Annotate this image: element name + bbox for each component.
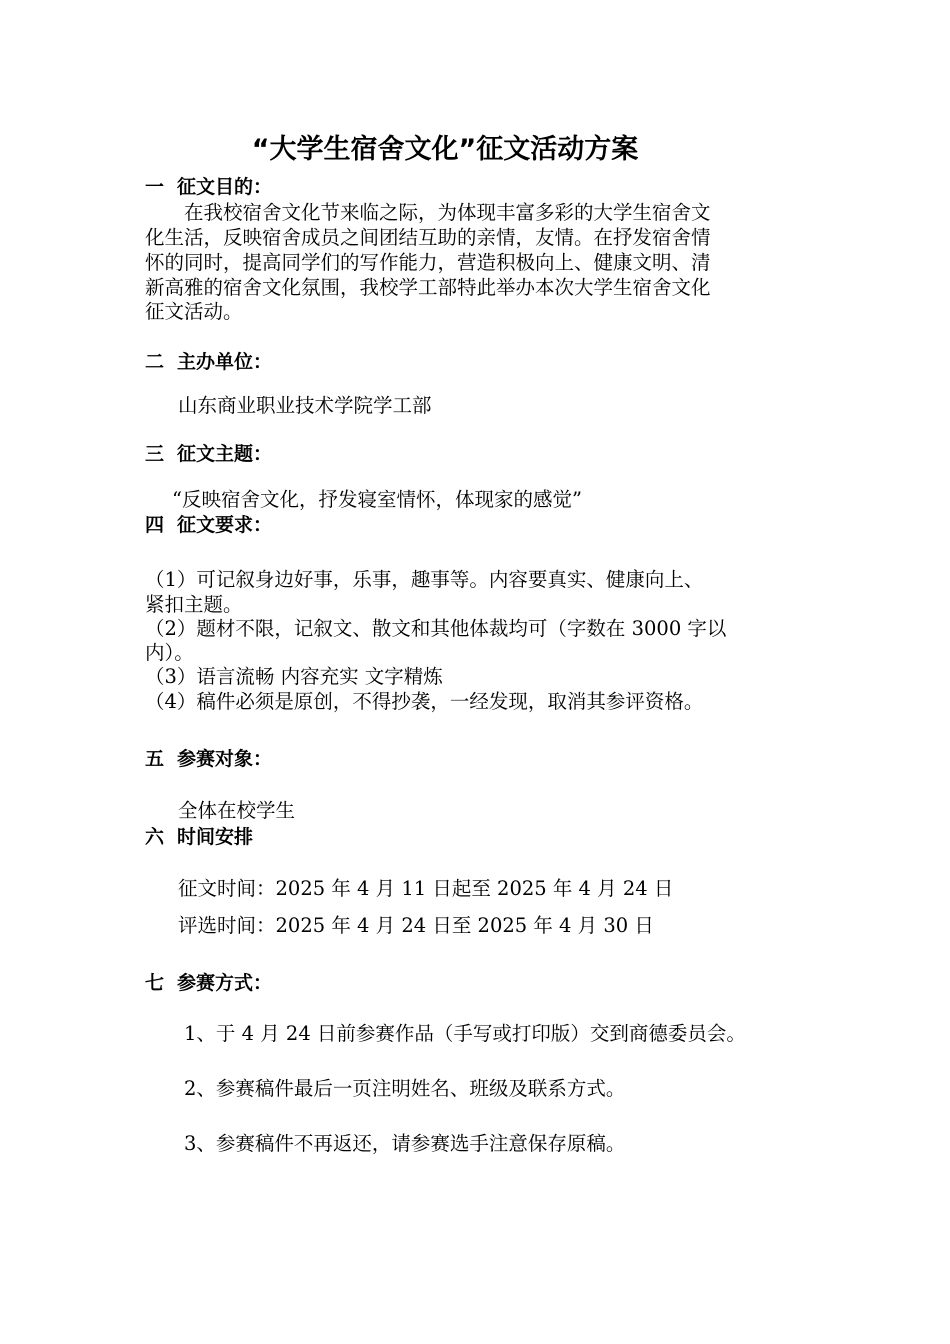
- section-number: 一: [145, 176, 165, 198]
- section-heading-theme: [145, 441, 272, 467]
- purpose-line-5: 征文活动。: [145, 300, 243, 323]
- section-heading-requirements: [145, 512, 272, 538]
- schedule-line-1: 征文时间：2025 年 4 月 11 日起至 2025 年 4 月 24 日: [178, 877, 674, 900]
- document-title: “大学生宿舍文化”征文活动方案: [251, 134, 639, 165]
- method-line-3: 3、参赛稿件不再返还，请参赛选手注意保存原稿。: [184, 1132, 626, 1155]
- section-title: 征文要求：: [177, 514, 273, 536]
- section-title: 参赛方式：: [177, 972, 273, 994]
- organizer-text: 山东商业职业技术学院学工部: [178, 394, 432, 417]
- schedule-line-2: 评选时间：2025 年 4 月 24 日至 2025 年 4 月 30 日: [178, 914, 654, 937]
- method-line-2: 2、参赛稿件最后一页注明姓名、班级及联系方式。: [184, 1077, 626, 1100]
- section-heading-participants: [145, 746, 272, 772]
- section-number: 六: [145, 826, 165, 848]
- section-heading-organizer: [145, 349, 272, 375]
- section-number: 三: [145, 443, 165, 465]
- section-number: 二: [145, 351, 165, 373]
- purpose-line-1: 在我校宿舍文化节来临之际，为体现丰富多彩的大学生宿舍文: [145, 201, 711, 224]
- section-title: 征文目的：: [177, 176, 273, 198]
- section-number: 七: [145, 972, 165, 994]
- section-number: 四: [145, 514, 165, 536]
- purpose-line-4: 新高雅的宿舍文化氛围，我校学工部特此举办本次大学生宿舍文化: [145, 276, 711, 299]
- section-title: 主办单位：: [177, 351, 273, 373]
- section-title: 时间安排: [177, 826, 254, 848]
- section-title: 征文主题：: [177, 443, 273, 465]
- section-heading-schedule: [145, 824, 253, 850]
- section-heading-purpose: [145, 174, 272, 200]
- requirement-line-4: 内）。: [145, 641, 194, 664]
- participants-text: 全体在校学生: [178, 799, 296, 822]
- method-line-1: 1、于 4 月 24 日前参赛作品（手写或打印版）交到商德委员会。: [184, 1022, 746, 1045]
- requirement-line-2: 紧扣主题。: [145, 593, 243, 616]
- requirement-line-1: （1）可记叙身边好事，乐事，趣事等。内容要真实、健康向上、: [145, 568, 704, 591]
- section-heading-method: [145, 970, 272, 996]
- section-title: 参赛对象：: [177, 748, 273, 770]
- requirement-line-3: （2）题材不限，记叙文、散文和其他体裁均可（字数在 3000 字以: [145, 617, 727, 640]
- requirement-line-5: （3）语言流畅 内容充实 文字精炼: [145, 665, 443, 688]
- theme-text: “反映宿舍文化，抒发寝室情怀，体现家的感觉”: [172, 488, 582, 511]
- purpose-line-3: 怀的同时，提高同学们的写作能力，营造积极向上、健康文明、清: [145, 251, 711, 274]
- section-number: 五: [145, 748, 165, 770]
- requirement-line-6: （4）稿件必须是原创，不得抄袭，一经发现，取消其参评资格。: [145, 690, 704, 713]
- purpose-line-2: 化生活，反映宿舍成员之间团结互助的亲情，友情。在抒发宿舍情: [145, 226, 711, 249]
